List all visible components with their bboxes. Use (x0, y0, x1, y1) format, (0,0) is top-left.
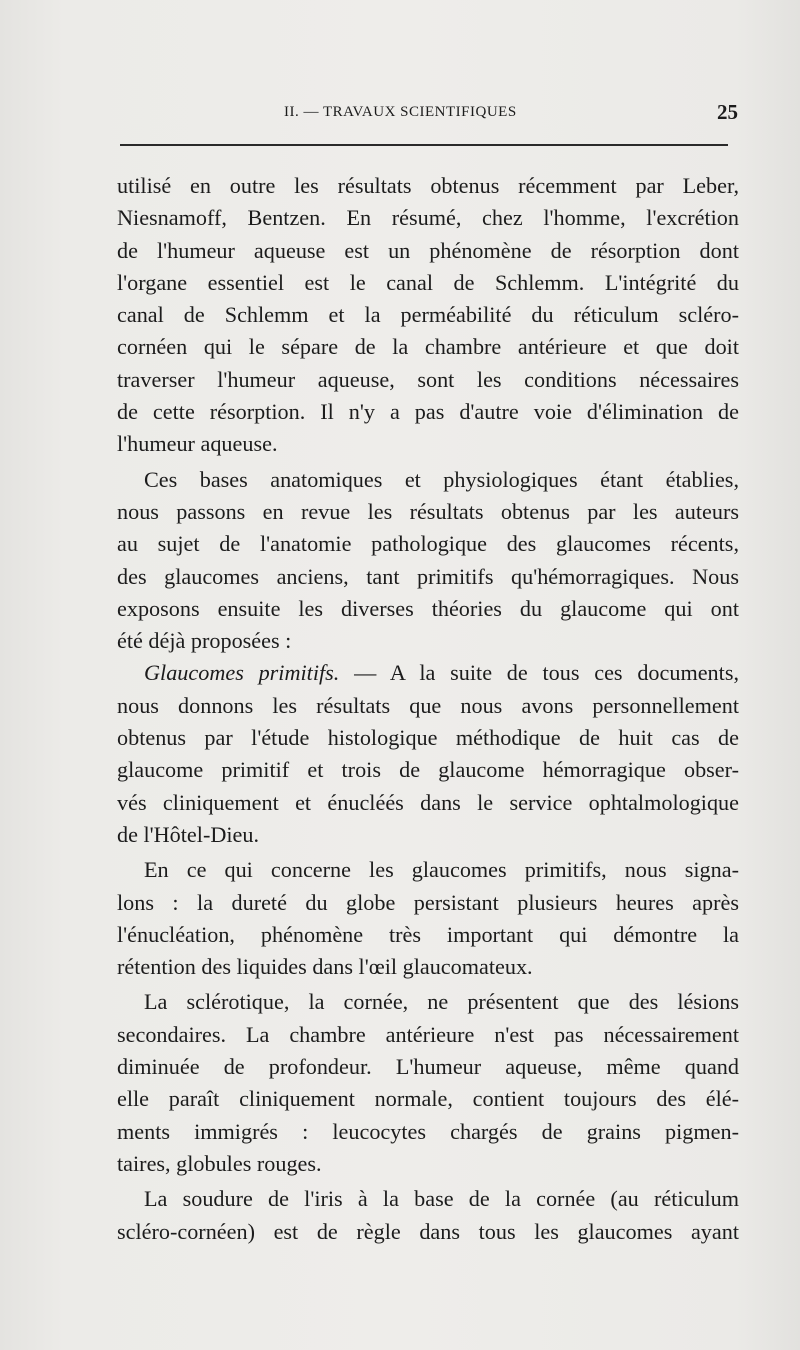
text-line: glaucome primitif et trois de glaucome hémorragique obser- (117, 757, 739, 783)
text-line: lons : la dureté du globe persistant plusieurs heures après (117, 889, 739, 915)
text-line: En ce qui concerne les glaucomes primitifs, nous signa- (144, 857, 739, 883)
text-line: été déjà proposées : (117, 628, 292, 654)
text-line: Niesnamoff, Bentzen. En résumé, chez l'homme, l'excrétion (117, 205, 739, 231)
text-line: l'humeur aqueuse. (117, 431, 278, 457)
paragraph-1 (117, 170, 739, 461)
text-line: vés cliniquement et énucléés dans le service ophtalmologique (117, 789, 739, 815)
text-line (117, 657, 739, 689)
text-line: ments immigrés : leucocytes chargés de grains pigmen- (117, 1118, 739, 1144)
text-line: scléro-cornéen) est de règle dans tous les glaucomes ayant (117, 1218, 739, 1244)
text-line: de l'humeur aqueuse est un phénomène de résorption dont (117, 237, 739, 263)
section-lead-italic: Glaucomes primitifs. (144, 660, 340, 686)
paragraph-6 (117, 1183, 739, 1248)
text-line: de l'Hôtel-Dieu. (117, 821, 260, 847)
text-line: des glaucomes anciens, tant primitifs qu'hémorragiques. Nous (117, 563, 739, 589)
paragraph-3 (117, 657, 739, 851)
text-line: canal de Schlemm et la perméabilité du réticulum scléro- (117, 302, 739, 328)
text-line: elle paraît cliniquement normale, contient toujours des élé- (117, 1086, 739, 1112)
paragraph-4 (117, 854, 739, 983)
running-head (118, 100, 738, 130)
text-line: cornéen qui le sépare de la chambre antérieure et que doit (117, 334, 739, 360)
text-line: secondaires. La chambre antérieure n'est pas nécessairement (117, 1021, 739, 1047)
text-line: exposons ensuite les diverses théories du glaucome qui ont (117, 595, 739, 621)
text-line: traverser l'humeur aqueuse, sont les conditions nécessaires (117, 366, 739, 392)
text-line: au sujet de l'anatomie pathologique des glaucomes récents, (117, 531, 739, 557)
text-line: taires, globules rouges. (117, 1150, 322, 1176)
text-line: nous passons en revue les résultats obtenus par les auteurs (117, 498, 739, 524)
text-line: La soudure de l'iris à la base de la cornée (au réticulum (144, 1186, 739, 1212)
text-line: l'énucléation, phénomène très important qui démontre la (117, 921, 739, 947)
paragraph-5 (117, 986, 739, 1180)
text-line: diminuée de profondeur. L'humeur aqueuse, même quand (117, 1054, 739, 1080)
text-line: nous donnons les résultats que nous avons personnellement (117, 692, 739, 718)
text-line: obtenus par l'étude histologique méthodique de huit cas de (117, 725, 739, 751)
body-text (117, 170, 739, 1248)
text-line: rétention des liquides dans l'œil glaucomateux. (117, 954, 533, 980)
running-head-title: II. — TRAVAUX SCIENTIFIQUES (284, 104, 517, 120)
text-line: de cette résorption. Il n'y a pas d'autre voie d'élimination de (117, 399, 739, 425)
text-line: La sclérotique, la cornée, ne présentent que des lésions (144, 989, 739, 1015)
page-number: 25 (717, 100, 738, 124)
header-rule (120, 144, 728, 146)
text-line: utilisé en outre les résultats obtenus récemment par Leber, (117, 173, 739, 198)
text-line-rest: — A la suite de tous ces documents, (339, 660, 739, 686)
paragraph-2 (117, 464, 739, 658)
text-line: l'organe essentiel est le canal de Schlemm. L'intégrité du (117, 269, 739, 295)
text-line: Ces bases anatomiques et physiologiques étant établies, (144, 466, 739, 492)
